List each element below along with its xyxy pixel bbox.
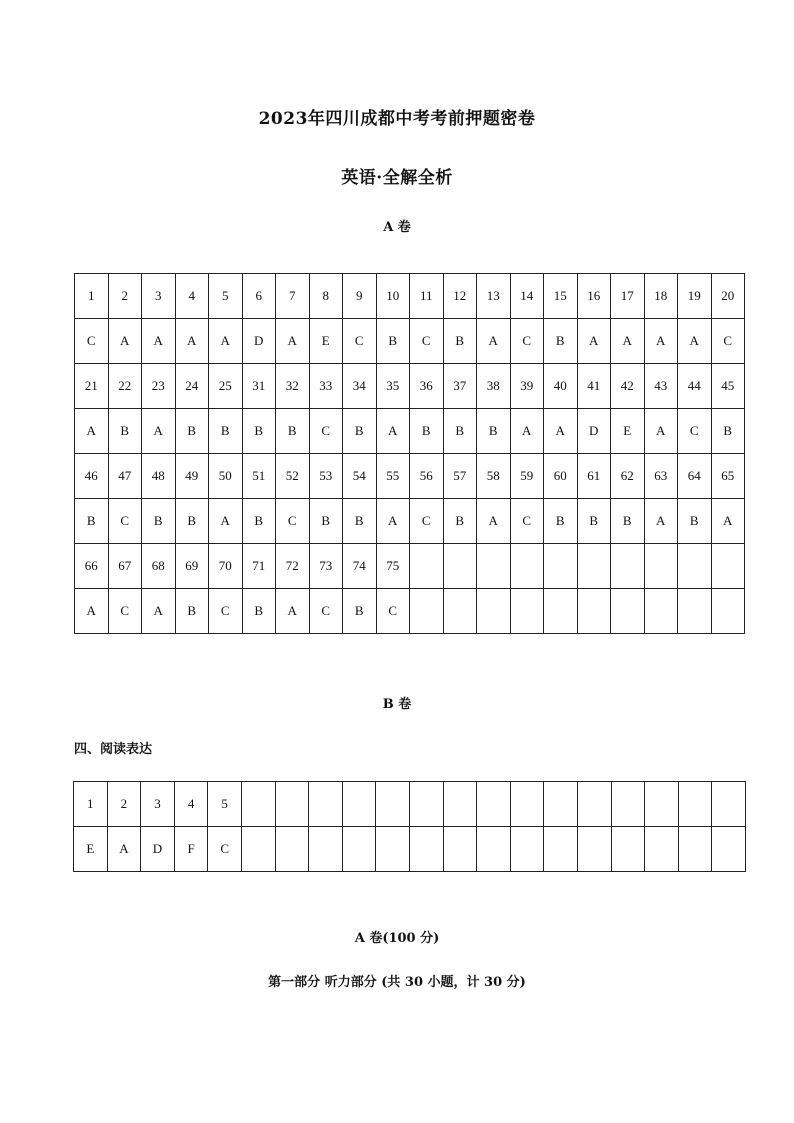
answer-cell: [342, 827, 376, 872]
answer-cell: B: [175, 499, 209, 544]
question-number-cell: 45: [711, 364, 745, 409]
answer-cell: B: [175, 409, 209, 454]
question-number-cell: 1: [74, 782, 108, 827]
question-number-cell: 48: [142, 454, 176, 499]
answer-cell: A: [276, 319, 310, 364]
listening-part-heading: 第一部分 听力部分 (共 30 小题，计 30 分): [268, 975, 526, 990]
question-number-cell: [443, 544, 477, 589]
table-row: [74, 782, 746, 827]
answer-cell: C: [343, 319, 377, 364]
answer-cell: B: [577, 499, 611, 544]
answer-cell: [376, 827, 410, 872]
question-number-cell: [510, 544, 544, 589]
question-number-cell: 32: [276, 364, 310, 409]
question-number-cell: 66: [75, 544, 109, 589]
answer-cell: A: [75, 589, 109, 634]
answer-cell: A: [510, 409, 544, 454]
answer-cell: C: [75, 319, 109, 364]
question-number-cell: 47: [108, 454, 142, 499]
answer-cell: [678, 589, 712, 634]
answer-cell: B: [376, 319, 410, 364]
question-number-cell: [477, 782, 511, 827]
answer-cell: [443, 589, 477, 634]
question-number-cell: 41: [577, 364, 611, 409]
answer-cell: B: [75, 499, 109, 544]
table-row: [75, 319, 745, 364]
question-number-cell: [611, 544, 645, 589]
question-number-cell: [342, 782, 376, 827]
answer-cell: A: [108, 319, 142, 364]
question-number-cell: 10: [376, 274, 410, 319]
question-number-cell: 17: [611, 274, 645, 319]
answer-cell: B: [477, 409, 511, 454]
table-row: [75, 544, 745, 589]
question-number-cell: 37: [443, 364, 477, 409]
document-title: 2023年四川成都中考考前押题密卷: [258, 109, 536, 129]
question-number-cell: [309, 782, 343, 827]
answer-cell: D: [577, 409, 611, 454]
answer-cell: B: [343, 409, 377, 454]
question-number-cell: 23: [142, 364, 176, 409]
question-number-cell: [678, 544, 712, 589]
question-number-cell: [711, 544, 745, 589]
question-number-cell: 12: [443, 274, 477, 319]
answer-cell: B: [242, 409, 276, 454]
question-number-cell: 2: [108, 274, 142, 319]
answer-cell: B: [711, 409, 745, 454]
question-number-cell: 69: [175, 544, 209, 589]
answer-cell: A: [711, 499, 745, 544]
question-number-cell: 22: [108, 364, 142, 409]
answer-cell: F: [174, 827, 208, 872]
answer-cell: C: [410, 499, 444, 544]
question-number-cell: 38: [477, 364, 511, 409]
question-number-cell: 60: [544, 454, 578, 499]
answer-cell: [409, 827, 443, 872]
answer-cell: B: [142, 499, 176, 544]
answer-cell: C: [208, 827, 242, 872]
answer-cell: A: [376, 499, 410, 544]
answer-cell: [645, 827, 679, 872]
answer-cell: B: [611, 499, 645, 544]
answer-cell: D: [242, 319, 276, 364]
document-subtitle: 英语·全解全析: [341, 168, 453, 188]
question-number-cell: 16: [577, 274, 611, 319]
answer-cell: B: [209, 409, 243, 454]
question-number-cell: 18: [644, 274, 678, 319]
question-number-cell: 5: [208, 782, 242, 827]
question-number-cell: 50: [209, 454, 243, 499]
table-row: [75, 589, 745, 634]
question-number-cell: [410, 544, 444, 589]
question-number-cell: [544, 544, 578, 589]
question-number-cell: 9: [343, 274, 377, 319]
table-row: [74, 827, 746, 872]
answer-cell: [410, 589, 444, 634]
answer-cell: B: [343, 499, 377, 544]
answer-cell: C: [276, 499, 310, 544]
answer-cell: E: [611, 409, 645, 454]
answer-cell: A: [577, 319, 611, 364]
answer-cell: A: [644, 409, 678, 454]
section-b-label: B 卷: [382, 697, 412, 712]
question-number-cell: 56: [410, 454, 444, 499]
question-number-cell: 58: [477, 454, 511, 499]
answer-cell: A: [107, 827, 141, 872]
question-number-cell: 24: [175, 364, 209, 409]
answer-cell: A: [75, 409, 109, 454]
answer-cell: E: [74, 827, 108, 872]
answer-cell: C: [309, 589, 343, 634]
question-number-cell: 59: [510, 454, 544, 499]
question-number-cell: 71: [242, 544, 276, 589]
question-number-cell: 49: [175, 454, 209, 499]
answer-cell: A: [209, 319, 243, 364]
question-number-cell: [376, 782, 410, 827]
answer-cell: A: [477, 319, 511, 364]
answer-table-a: [74, 273, 745, 634]
question-number-cell: 6: [242, 274, 276, 319]
answer-cell: A: [175, 319, 209, 364]
answer-cell: [544, 589, 578, 634]
question-number-cell: 64: [678, 454, 712, 499]
question-number-cell: [477, 544, 511, 589]
answer-cell: [711, 589, 745, 634]
answer-cell: B: [108, 409, 142, 454]
question-number-cell: 44: [678, 364, 712, 409]
answer-cell: B: [443, 499, 477, 544]
answer-cell: [678, 827, 712, 872]
question-number-cell: 53: [309, 454, 343, 499]
question-number-cell: 63: [644, 454, 678, 499]
question-number-cell: 55: [376, 454, 410, 499]
section-a-score-heading: A 卷(100 分): [354, 931, 440, 946]
question-number-cell: 52: [276, 454, 310, 499]
question-number-cell: 8: [309, 274, 343, 319]
answer-cell: A: [142, 589, 176, 634]
answer-cell: A: [276, 589, 310, 634]
question-number-cell: 31: [242, 364, 276, 409]
answer-cell: [477, 589, 511, 634]
answer-cell: C: [410, 319, 444, 364]
answer-cell: B: [544, 319, 578, 364]
answer-cell: C: [510, 319, 544, 364]
answer-cell: B: [276, 409, 310, 454]
answer-cell: [510, 827, 544, 872]
answer-table-b: [73, 781, 746, 872]
table-row: [75, 364, 745, 409]
answer-cell: [241, 827, 275, 872]
answer-cell: D: [141, 827, 175, 872]
question-number-cell: 73: [309, 544, 343, 589]
answer-cell: [611, 827, 645, 872]
question-number-cell: 54: [343, 454, 377, 499]
answer-cell: A: [544, 409, 578, 454]
question-number-cell: 72: [276, 544, 310, 589]
table-row: [75, 499, 745, 544]
reading-expression-heading: 四、阅读表达: [74, 742, 153, 757]
answer-cell: A: [142, 409, 176, 454]
table-row: [75, 454, 745, 499]
answer-cell: B: [242, 589, 276, 634]
question-number-cell: 33: [309, 364, 343, 409]
answer-cell: [510, 589, 544, 634]
question-number-cell: 39: [510, 364, 544, 409]
answer-cell: A: [611, 319, 645, 364]
question-number-cell: [241, 782, 275, 827]
answer-cell: B: [309, 499, 343, 544]
answer-cell: A: [644, 319, 678, 364]
question-number-cell: 75: [376, 544, 410, 589]
section-a-label: A 卷: [383, 220, 411, 235]
question-number-cell: 35: [376, 364, 410, 409]
answer-cell: C: [108, 589, 142, 634]
answer-cell: B: [544, 499, 578, 544]
answer-cell: B: [343, 589, 377, 634]
answer-cell: [611, 589, 645, 634]
answer-cell: A: [376, 409, 410, 454]
question-number-cell: 7: [276, 274, 310, 319]
answer-cell: C: [678, 409, 712, 454]
question-number-cell: 68: [142, 544, 176, 589]
answer-cell: C: [108, 499, 142, 544]
question-number-cell: 21: [75, 364, 109, 409]
answer-cell: A: [678, 319, 712, 364]
question-number-cell: 70: [209, 544, 243, 589]
question-number-cell: 57: [443, 454, 477, 499]
question-number-cell: 34: [343, 364, 377, 409]
answer-cell: A: [477, 499, 511, 544]
answer-cell: [309, 827, 343, 872]
question-number-cell: [678, 782, 712, 827]
question-number-cell: 61: [577, 454, 611, 499]
answer-cell: B: [410, 409, 444, 454]
answer-cell: B: [443, 409, 477, 454]
question-number-cell: 3: [141, 782, 175, 827]
answer-cell: [443, 827, 477, 872]
answer-cell: [644, 589, 678, 634]
question-number-cell: 65: [711, 454, 745, 499]
answer-cell: C: [309, 409, 343, 454]
question-number-cell: [544, 782, 578, 827]
question-number-cell: 42: [611, 364, 645, 409]
answer-cell: C: [711, 319, 745, 364]
question-number-cell: 20: [711, 274, 745, 319]
question-number-cell: 1: [75, 274, 109, 319]
question-number-cell: [611, 782, 645, 827]
question-number-cell: [275, 782, 309, 827]
table-row: [75, 409, 745, 454]
answer-cell: [544, 827, 578, 872]
question-number-cell: [510, 782, 544, 827]
answer-cell: [275, 827, 309, 872]
question-number-cell: [577, 544, 611, 589]
answer-cell: C: [510, 499, 544, 544]
question-number-cell: 25: [209, 364, 243, 409]
question-number-cell: 11: [410, 274, 444, 319]
answer-cell: B: [242, 499, 276, 544]
answer-cell: A: [209, 499, 243, 544]
answer-cell: E: [309, 319, 343, 364]
question-number-cell: 15: [544, 274, 578, 319]
question-number-cell: 40: [544, 364, 578, 409]
question-number-cell: [712, 782, 746, 827]
answer-cell: B: [678, 499, 712, 544]
answer-cell: C: [376, 589, 410, 634]
question-number-cell: 74: [343, 544, 377, 589]
answer-cell: A: [644, 499, 678, 544]
question-number-cell: 2: [107, 782, 141, 827]
question-number-cell: 19: [678, 274, 712, 319]
question-number-cell: [577, 782, 611, 827]
answer-cell: [577, 827, 611, 872]
answer-cell: B: [175, 589, 209, 634]
question-number-cell: 36: [410, 364, 444, 409]
question-number-cell: [644, 544, 678, 589]
answer-cell: [477, 827, 511, 872]
answer-cell: [577, 589, 611, 634]
question-number-cell: 14: [510, 274, 544, 319]
question-number-cell: 4: [175, 274, 209, 319]
question-number-cell: 13: [477, 274, 511, 319]
answer-cell: C: [209, 589, 243, 634]
answer-cell: B: [443, 319, 477, 364]
question-number-cell: 5: [209, 274, 243, 319]
question-number-cell: 51: [242, 454, 276, 499]
question-number-cell: [443, 782, 477, 827]
question-number-cell: 67: [108, 544, 142, 589]
question-number-cell: [645, 782, 679, 827]
question-number-cell: 46: [75, 454, 109, 499]
question-number-cell: 4: [174, 782, 208, 827]
answer-cell: A: [142, 319, 176, 364]
question-number-cell: 62: [611, 454, 645, 499]
question-number-cell: [409, 782, 443, 827]
question-number-cell: 3: [142, 274, 176, 319]
answer-cell: [712, 827, 746, 872]
question-number-cell: 43: [644, 364, 678, 409]
table-row: [75, 274, 745, 319]
